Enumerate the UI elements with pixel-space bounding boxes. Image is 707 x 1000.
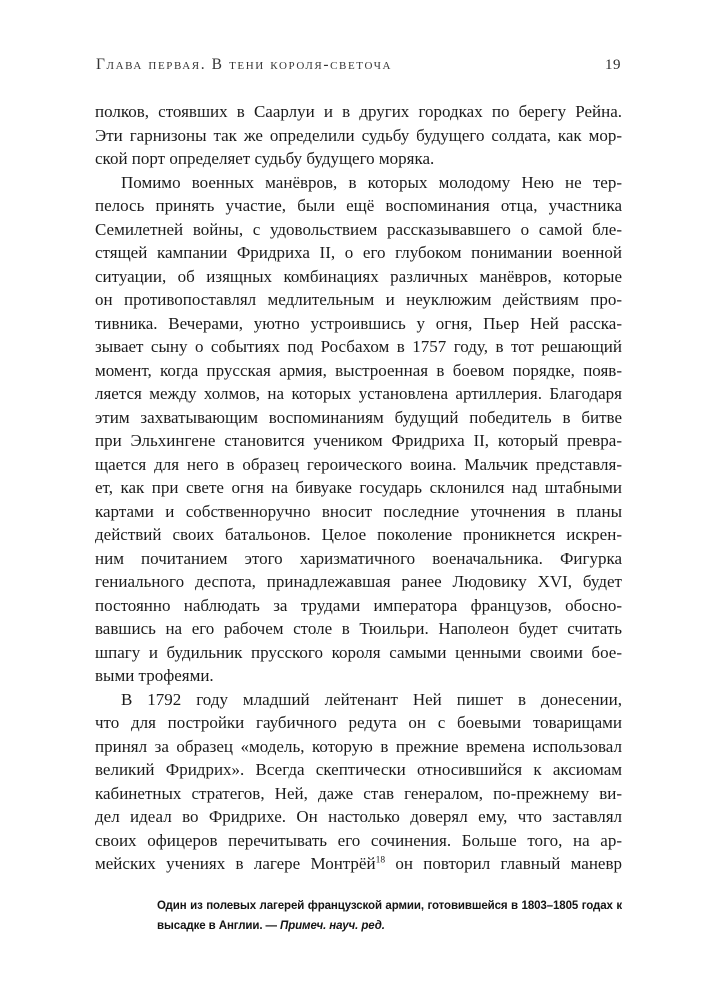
paragraph (95, 100, 622, 171)
text-line: действий своих батальонов. Целое поколение проникнется искрен- (95, 525, 622, 544)
text-line: ет, как при свете огня на бивуаке государь склонился над штабными (95, 478, 622, 497)
text-line: он противопоставлял медлительным и неуклюжим действиям про- (95, 290, 622, 309)
text-line: тивника. Вечерами, уютно устроившись у огня, Пьер Ней расска- (95, 313, 622, 333)
paragraph (95, 171, 622, 688)
text-line: момент, когда прусская армия, выстроенная в боевом порядке, появ- (95, 360, 622, 380)
text-line: мейских учениях в лагере Монтрёй$^{18}$ он повторил главный маневр (95, 854, 622, 873)
text-line: ской порт определяет судьбу будущего моряка. (95, 149, 435, 168)
text-line: зывает сыну о событиях под Росбахом в 1757 году, в тот решающий (95, 337, 622, 356)
text-line: вавшись на его рабочем столе в Тюильри. Наполеон будет считать (95, 619, 622, 638)
page-body-text (95, 100, 622, 876)
footnote-text: Один из полевых лагерей французской армии, готовившейся в 1803–1805 годах к высадке в Англии. — Примеч. науч. ред. (157, 900, 622, 932)
text-line: великий Фридрих». Всегда скептически относившийся к аксиомам (95, 760, 622, 779)
text-line: Эти гарнизоны так же определили судьбу будущего солдата, как мор- (95, 125, 622, 145)
footnote (157, 896, 622, 936)
text-line: шпагу и будильник прусского короля самыми ценными своими бое- (95, 642, 622, 662)
text-line: ним почитанием этого харизматичного военачальника. Фигурка (95, 548, 622, 568)
text-line: этим захватывающим воспоминаниям будущий победитель в битве (95, 407, 622, 427)
text-line: щается для него в образец героического воина. Мальчик представля- (95, 454, 622, 474)
text-line: выми трофеями. (95, 666, 214, 685)
text-line: кабинетных стратегов, Ней, даже став генералом, по-прежнему ви- (95, 783, 622, 803)
text-line: своих офицеров перечитывать его сочинения. Больше того, на ар- (95, 830, 622, 850)
footnote-attribution: Примеч. науч. ред. (280, 920, 385, 932)
footnote-marker: 18 (375, 855, 386, 866)
text-line: гениального деспота, принадлежавшая ранее Людовику XVI, будет (95, 572, 622, 591)
text-line: дел идеал во Фридрихе. Он настолько доверял ему, что заставлял (95, 807, 622, 826)
text-line: принял за образец «модель, которую в прежние времена использовал (95, 736, 622, 756)
running-header (96, 56, 621, 74)
text-line: что для постройки гаубичного редута он с боевыми товарищами (95, 713, 622, 732)
text-line: Помимо военных манёвров, в которых молодому Нею не тер- (121, 172, 622, 192)
text-line: Семилетней войны, с удовольствием рассказывавшего о самой бле- (95, 219, 622, 239)
text-line: ляется между холмов, на которых установлена артиллерия. Благодаря (95, 384, 622, 403)
text-line: постоянно наблюдать за трудами императора французов, обосно- (95, 595, 622, 615)
text-line: полков, стоявших в Саарлуи и в других городках по берегу Рейна. (95, 102, 622, 121)
text-line: пелось принять участие, были ещё воспоминания отца, участника (95, 196, 622, 215)
page-number: 19 (605, 57, 621, 73)
text-line: при Эльхингене становится учеником Фридриха II, который превра- (95, 431, 622, 450)
text-line: стящей кампании Фридриха II, о его глубоком понимании военной (95, 243, 622, 262)
text-line: картами и собственноручно вносит последние уточнения в планы (95, 501, 622, 521)
text-line: ситуации, об изящных комбинациях различных манёвров, которые (95, 266, 622, 286)
chapter-title: Глава первая. В тени короля-светоча (96, 56, 393, 73)
paragraph (95, 688, 622, 876)
text-line: В 1792 году младший лейтенант Ней пишет в донесении, (121, 689, 622, 709)
